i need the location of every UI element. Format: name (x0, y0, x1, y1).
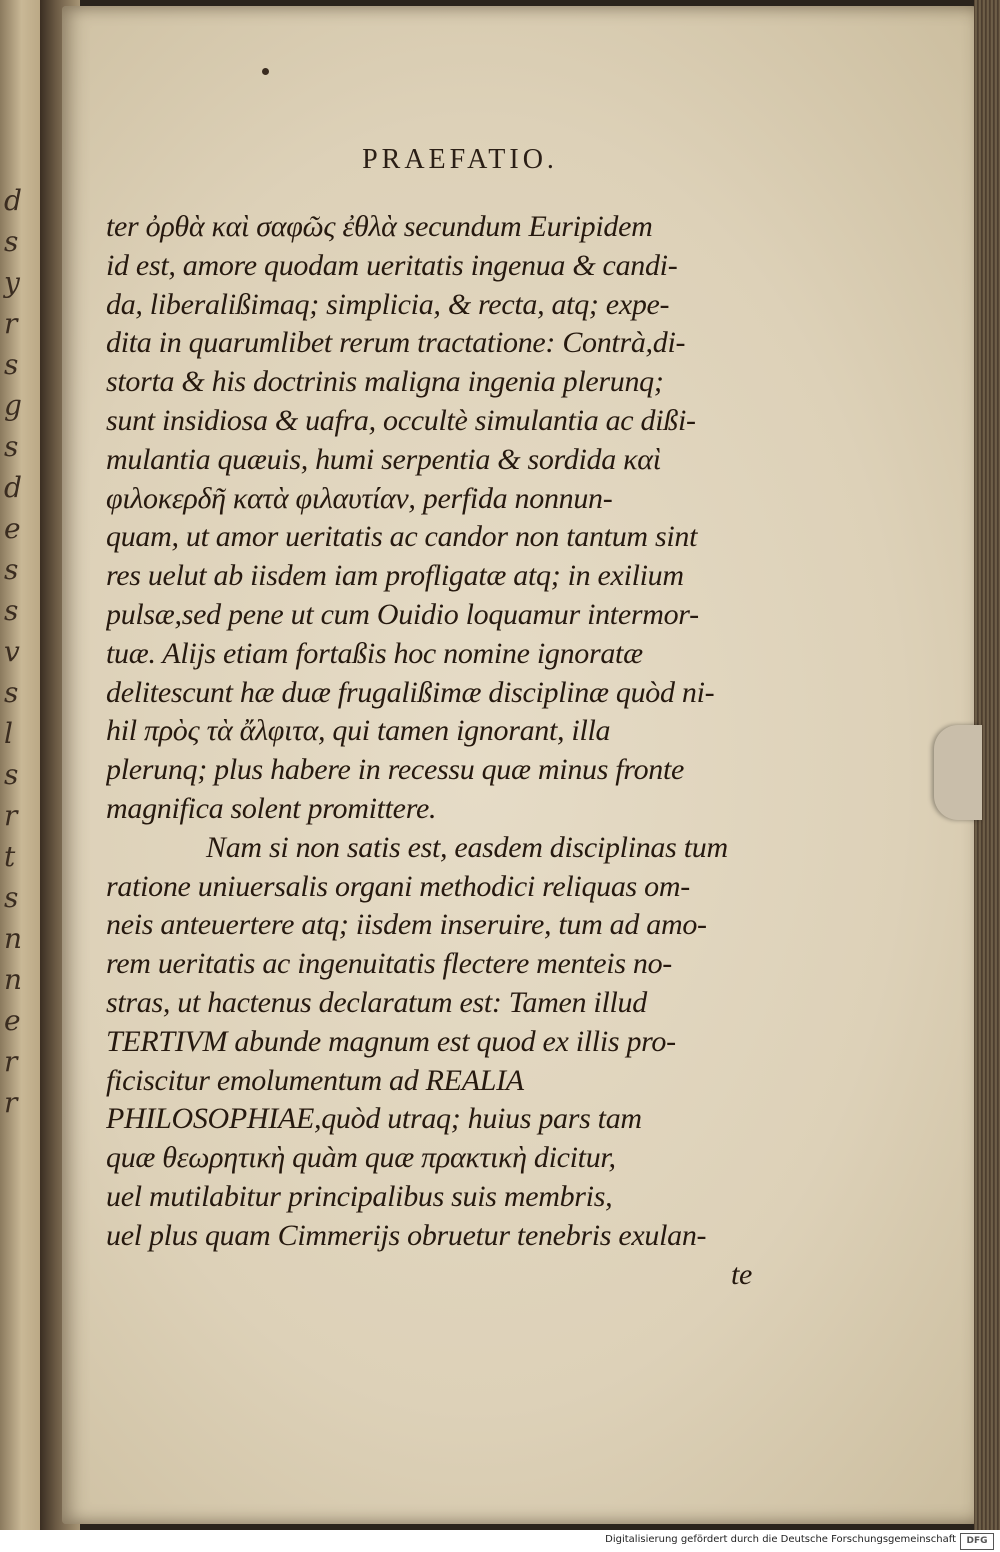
text-line: rem ueritatis ac ingenuitatis flectere menteis no- (106, 947, 672, 981)
text-line: tuæ. Alijs etiam fortaßis hoc nomine ignoratæ (106, 636, 643, 670)
text-line: storta & his doctrinis maligna ingenia plerunq; (106, 365, 664, 399)
left-page-glyph: s (4, 348, 19, 381)
left-page-glyph: s (4, 881, 19, 914)
text-line: PHILOSOPHIAE,quòd utraq; huius pars tam (106, 1102, 642, 1136)
left-page-glyph: r (4, 1086, 18, 1119)
text-line: dita in quarumlibet rerum tractatione: Contrà,di- (106, 326, 686, 360)
left-page-glyph: r (4, 307, 18, 340)
left-page-glyph: t (4, 840, 16, 873)
left-page-glyph: n (4, 922, 23, 955)
left-page-glyph: n (4, 963, 23, 996)
left-page-glyph: y (4, 266, 20, 299)
body-text (106, 208, 756, 1294)
left-page-fragments (4, 180, 34, 1123)
text-line: delitescunt hæ duæ frugalißimæ disciplinæ quòd ni- (106, 675, 715, 709)
text-line: mulantia quæuis, humi serpentia & sordida καὶ (106, 442, 661, 476)
text-line: res uelut ab iisdem iam profligatæ atq; in exilium (106, 559, 684, 593)
left-page-glyph: d (4, 184, 22, 217)
text-line: TERTIVM abunde magnum est quod ex illis pro- (106, 1024, 676, 1058)
text-line: magnifica solent promittere. (106, 791, 437, 825)
digitization-footer (0, 1530, 1000, 1552)
left-page-glyph: s (4, 594, 19, 627)
text-line: sunt insidiosa & uafra, occultè simulantia ac dißi- (106, 403, 696, 437)
text-line: da, liberalißimaq; simplicia, & recta, atq; expe- (106, 287, 670, 321)
text-line: ratione uniuersalis organi methodici reliquas om- (106, 869, 690, 903)
footer-credit: Digitalisierung gefördert durch die Deutsche Forschungsgemeinschaft (605, 1534, 956, 1545)
left-page-glyph: s (4, 430, 19, 463)
text-line: uel plus quam Cimmerijs obruetur tenebris exulan- (106, 1218, 707, 1252)
text-line: stras, ut hactenus declaratum est: Tamen illud (106, 985, 647, 1019)
left-page-glyph: s (4, 758, 19, 791)
dfg-logo: DFG (960, 1533, 994, 1550)
left-page-glyph: s (4, 225, 19, 258)
left-page-glyph: d (4, 471, 22, 504)
catchword: te (730, 1257, 752, 1291)
ink-dot (262, 68, 269, 75)
text-line: neis anteuertere atq; iisdem inseruire, tum ad amo- (106, 908, 707, 942)
text-line: uel mutilabitur principalibus suis membris, (106, 1179, 613, 1213)
text-line: quam, ut amor ueritatis ac candor non tantum sint (106, 520, 698, 554)
left-page-glyph: g (4, 389, 22, 422)
left-page-glyph: r (4, 799, 18, 832)
text-line: Nam si non satis est, easdem disciplinas tum (206, 830, 728, 864)
left-page-glyph: e (4, 512, 21, 545)
bookmark-tab (934, 725, 982, 820)
text-line: ficiscitur emolumentum ad REALIA (106, 1063, 524, 1097)
text-line: hil πρὸς τὰ ἄλφιτα, qui tamen ignorant, illa (106, 714, 611, 748)
left-page-glyph: l (4, 717, 13, 750)
left-page-glyph: v (4, 635, 20, 668)
text-line: plerunq; plus habere in recessu quæ minus fronte (106, 753, 685, 787)
left-page-glyph: s (4, 676, 19, 709)
text-line: pulsæ,sed pene ut cum Ouidio loquamur intermor- (106, 597, 699, 631)
text-line: id est, amore quodam ueritatis ingenua & candi- (106, 248, 678, 282)
left-page-glyph: e (4, 1004, 21, 1037)
text-line: ter ὀρθὰ καὶ σαφῶς ἐθλὰ secundum Euripidem (106, 210, 653, 243)
text-line: φιλοκερδῆ κατὰ φιλαυτίαν, perfida nonnun- (106, 481, 613, 515)
left-page-glyph: r (4, 1045, 18, 1078)
left-page-glyph: s (4, 553, 19, 586)
text-line: quæ θεωρητικὴ quàm quæ πρακτικὴ dicitur, (106, 1141, 616, 1175)
running-header: PRAEFATIO. (362, 144, 558, 175)
